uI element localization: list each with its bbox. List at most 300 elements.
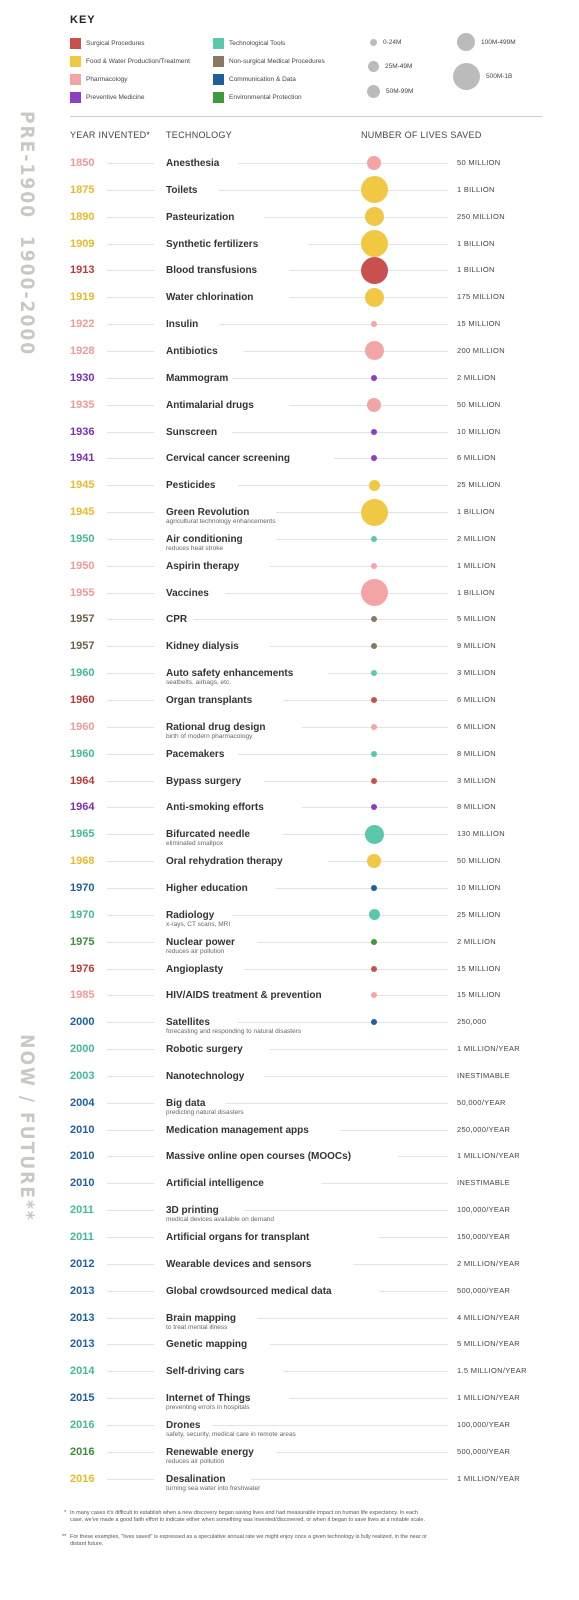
row-rule [321,1183,448,1184]
year-label: 2003 [70,1069,95,1082]
key-label: Preventive Medicine [86,94,145,101]
table-row [0,1365,579,1391]
leader-line [107,727,154,728]
lives-saved-value: 130 MILLION [457,829,505,839]
lives-saved-dot [371,536,377,542]
lives-saved-value: 150,000/YEAR [457,1232,511,1241]
lives-saved-value: 50 MILLION [457,158,501,167]
leader-line [107,995,154,996]
table-row [0,1312,579,1338]
key-title: KEY [70,14,96,26]
lives-saved-value: 15 MILLION [457,963,501,973]
row-rule [225,593,448,594]
table-row [0,1204,579,1230]
technology-name: Brain mapping [166,1312,237,1324]
technology-name: Synthetic fertilizers [166,238,259,250]
row-rule [353,1264,448,1265]
technology-note: reduces air pollution [166,1457,225,1465]
lives-saved-dot [371,966,377,972]
year-label: 1976 [70,962,95,975]
leader-line [107,324,154,325]
leader-line [107,244,154,245]
key-label: Food & Water Production/Treatment [86,58,190,65]
key-label: Communication & Data [229,76,296,83]
lives-saved-dot [371,455,377,461]
technology-name: Massive online open courses (MOOCs) [166,1151,352,1163]
footnote-1 [64,1510,430,1524]
row-rule [398,1156,448,1157]
lives-saved-value: 2 MILLION/YEAR [457,1258,520,1268]
row-rule [257,1318,448,1319]
period-label: 1900-2000 [16,235,38,357]
key-label: Environmental Protection [229,94,302,101]
table-row [0,1070,579,1096]
lives-saved-dot [371,670,377,676]
lives-saved-value: 250,000/YEAR [457,1124,511,1134]
header-divider [70,116,542,117]
lives-saved-dot [365,825,384,844]
row-rule [283,700,448,701]
lives-saved-dot [371,643,377,649]
row-rule [232,378,448,379]
key-label: Non-surgical Medical Procedures [229,58,325,65]
table-row [0,587,579,613]
technology-name: Wearable devices and sensors [166,1258,312,1270]
table-row [0,882,579,908]
technology-name: Sunscreen [166,426,218,438]
lives-saved-dot [371,939,377,945]
year-label: 1919 [70,291,95,304]
key-swatch [213,92,224,103]
leader-line [107,1344,154,1345]
table-row [0,775,579,801]
leader-line [107,1130,154,1131]
technology-note: preventing errors in hospitals [166,1404,250,1412]
table-row [0,1097,579,1123]
technology-name: Renewable energy [166,1446,254,1458]
year-label: 1950 [70,559,95,572]
footnote-text: In many cases it's difficult to establish when a new discovery began saving lives and had measurable impact on human life expectancy. In each case, we've made a good faith effort to indicate either when something was invented/discovered, or when it began to save lives at a notable scale. [70,1510,425,1523]
row-rule [328,861,448,862]
leader-line [107,1103,154,1104]
table-row [0,1177,579,1203]
technology-name: Robotic surgery [166,1044,243,1056]
year-label: 1964 [70,774,95,787]
key-item [213,74,296,85]
size-legend-label: 100M-499M [481,38,516,46]
lives-saved-dot [361,579,388,606]
size-legend-item [453,63,512,90]
table-row [0,640,579,666]
row-rule [276,1452,448,1453]
year-label: 1890 [70,210,95,223]
row-rule [193,619,448,620]
technology-name: Antimalarial drugs [166,399,254,411]
footnote-2 [62,1534,430,1548]
lives-saved-value: 15 MILLION [457,990,501,1000]
lives-saved-value: 15 MILLION [457,319,501,329]
technology-name: Big data [166,1097,206,1109]
year-label: 1945 [70,479,95,492]
table-row [0,1231,579,1257]
leader-line [107,1049,154,1050]
technology-name: Bifurcated needle [166,829,250,841]
technology-name: Toilets [166,184,198,196]
technology-name: Pasteurization [166,211,235,223]
year-label: 2015 [70,1392,95,1405]
row-rule [379,1237,448,1238]
leader-line [107,754,154,755]
technology-name: Angioplasty [166,963,224,975]
size-legend-item [370,39,401,46]
technology-name: Cervical cancer screening [166,453,290,465]
table-row [0,1285,579,1311]
lives-saved-value: 4 MILLION/YEAR [457,1312,520,1322]
year-label: 1960 [70,747,95,760]
leader-line [107,1210,154,1211]
table-row [0,506,579,532]
row-rule [219,190,448,191]
size-legend-item [457,33,516,51]
row-rule [238,485,448,486]
lives-saved-value: INESTIMABLE [457,1070,510,1080]
lives-saved-value: 250 MILLION [457,211,505,221]
table-row [0,1150,579,1176]
size-legend-dot [368,61,379,72]
technology-name: Desalination [166,1473,226,1485]
size-legend-dot [453,63,480,90]
lives-saved-value: 6 MILLION [457,453,496,463]
lives-saved-dot [365,288,384,307]
period-label: PRE-1900 [16,110,38,220]
technology-name: HIV/AIDS treatment & prevention [166,990,322,1002]
table-row [0,748,579,774]
table-row [0,318,579,344]
table-row [0,936,579,962]
row-rule [334,458,448,459]
year-label: 1941 [70,452,95,465]
leader-line [107,1264,154,1265]
lives-saved-dot [365,341,384,360]
row-rule [270,1344,448,1345]
period-label: NOW / FUTURE** [16,1034,38,1222]
lives-saved-dot [371,616,377,622]
key-item [70,74,128,85]
technology-name: Anti-smoking efforts [166,802,264,814]
row-rule [244,969,448,970]
lives-saved-value: 5 MILLION [457,614,496,624]
table-row [0,667,579,693]
technology-name: Pesticides [166,480,216,492]
lives-saved-value: 1 BILLION [457,587,495,597]
row-rule [244,351,448,352]
lives-saved-dot [369,909,380,920]
row-rule [212,1425,448,1426]
row-rule [264,1076,448,1077]
table-row [0,963,579,989]
technology-name: Auto safety enhancements [166,668,294,680]
technology-name: Satellites [166,1017,210,1029]
size-legend-item [368,61,412,72]
lives-saved-value: 1 MILLION/YEAR [457,1393,520,1403]
technology-note: forecasting and responding to natural disasters [166,1028,302,1036]
leader-line [107,405,154,406]
year-label: 2013 [70,1284,95,1297]
row-rule [264,217,448,218]
table-row [0,989,579,1015]
year-label: 2014 [70,1365,95,1378]
leader-line [107,566,154,567]
lives-saved-dot [371,563,377,569]
table-row [0,721,579,747]
table-row [0,801,579,827]
technology-note: agricultural technology enhancements [166,518,276,526]
key-label: Pharmacology [86,76,128,83]
leader-line [107,163,154,164]
size-legend-dot [367,85,380,98]
lives-saved-value: 25 MILLION [457,909,501,919]
key-label: Surgical Procedures [86,40,145,47]
year-label: 1960 [70,720,95,733]
key-item [70,56,190,67]
lives-saved-value: 50 MILLION [457,399,501,409]
row-rule [238,163,448,164]
key-item [213,56,325,67]
leader-line [107,512,154,513]
year-label: 1970 [70,881,95,894]
row-rule [276,539,448,540]
technology-note: predicting natural disasters [166,1108,244,1116]
row-rule [257,942,448,943]
leader-line [107,190,154,191]
lives-saved-value: 250,000 [457,1017,487,1027]
technology-name: Self-driving cars [166,1366,245,1378]
lives-saved-dot [371,885,377,891]
lives-saved-dot [371,724,377,730]
table-row [0,828,579,854]
lives-saved-dot [365,207,384,226]
year-label: 2000 [70,1016,95,1029]
technology-name: Oral rehydration therapy [166,856,283,868]
year-label: 1985 [70,989,95,1002]
year-label: 2010 [70,1177,95,1190]
table-row [0,1392,579,1418]
technology-name: Air conditioning [166,533,243,545]
year-label: 1960 [70,667,95,680]
key-swatch [213,56,224,67]
technology-name: Internet of Things [166,1393,251,1405]
year-label: 2010 [70,1150,95,1163]
leader-line [107,1237,154,1238]
technology-name: CPR [166,614,188,626]
leader-line [107,270,154,271]
size-legend-dot [370,39,377,46]
technology-name: Organ transplants [166,695,253,706]
row-rule [372,995,448,996]
table-row [0,1419,579,1445]
table-row [0,452,579,478]
year-label: 2016 [70,1472,95,1485]
leader-line [107,942,154,943]
key-swatch [70,56,81,67]
table-row [0,1043,579,1069]
row-rule [270,566,448,567]
leader-line [107,807,154,808]
row-rule [264,781,448,782]
lives-saved-dot [361,499,388,526]
leader-line [107,619,154,620]
technology-name: Blood transfusions [166,265,258,277]
table-row [0,1124,579,1150]
year-label: 1875 [70,183,95,196]
row-rule [276,888,448,889]
table-row [0,184,579,210]
lives-saved-dot [371,1019,377,1025]
technology-note: medical devices available on demand [166,1216,275,1224]
lives-saved-value: 9 MILLION [457,641,496,651]
lives-saved-value: 1 BILLION [457,265,495,275]
table-row [0,533,579,559]
lives-saved-dot [361,230,388,257]
row-rule [232,915,448,916]
lives-saved-value: 2 MILLION [457,936,496,946]
technology-name: Artificial organs for transplant [166,1232,310,1243]
year-label: 2004 [70,1096,95,1109]
year-label: 1950 [70,532,95,545]
year-label: 1970 [70,908,95,921]
technology-note: reduces heat stroke [166,544,224,552]
leader-line [107,217,154,218]
lives-saved-dot [367,398,381,412]
leader-line [107,458,154,459]
technology-note: seatbelts, airbags, etc. [166,679,232,687]
lives-saved-value: 50,000/YEAR [457,1097,506,1107]
lives-saved-dot [369,480,380,491]
leader-line [107,432,154,433]
lives-saved-dot [367,854,381,868]
year-label: 2013 [70,1311,95,1324]
technology-note: safety, security, medical care in remote areas [166,1430,296,1438]
year-label: 1922 [70,318,95,331]
lives-saved-dot [361,176,388,203]
size-legend-item [367,85,413,98]
table-row [0,909,579,935]
lives-saved-value: 10 MILLION [457,882,501,892]
year-label: 1930 [70,371,95,384]
leader-line [107,1398,154,1399]
leader-line [107,1452,154,1453]
key-swatch [213,38,224,49]
lives-saved-value: INESTIMABLE [457,1178,510,1188]
row-rule [283,1371,448,1372]
year-label: 1945 [70,506,95,519]
size-legend-label: 500M-1B [486,72,513,80]
size-legend-dot [457,33,475,51]
row-rule [328,673,448,674]
technology-name: Global crowdsourced medical data [166,1285,332,1297]
year-label: 2016 [70,1418,95,1431]
technology-name: Artificial intelligence [166,1178,264,1190]
key-item [213,38,285,49]
size-legend-label: 0-24M [383,38,402,46]
key-label: Technological Tools [229,40,286,47]
technology-note: reduces air pollution [166,947,225,955]
leader-line [107,700,154,701]
year-label: 1964 [70,801,95,814]
row-rule [244,1210,448,1211]
leader-line [107,593,154,594]
technology-note: to treat mental illness [166,1323,228,1331]
lives-saved-value: 25 MILLION [457,480,501,490]
lives-saved-value: 100,000/YEAR [457,1205,511,1215]
lives-saved-value: 6 MILLION [457,721,496,731]
lives-column-header: NUMBER OF LIVES SAVED [361,130,482,140]
table-row [0,479,579,505]
technology-note: eliminated smallpox [166,840,224,848]
technology-name: Mammogram [166,372,229,384]
table-row [0,399,579,425]
technology-name: Nanotechnology [166,1070,245,1082]
row-rule [238,754,448,755]
year-label: 2010 [70,1123,95,1136]
size-legend-label: 50M-99M [386,87,414,95]
row-rule [238,1022,448,1023]
key-item [213,92,302,103]
leader-line [107,1022,154,1023]
lives-saved-dot [367,156,381,170]
key-swatch [213,74,224,85]
leader-line [107,485,154,486]
leader-line [107,351,154,352]
leader-line [107,888,154,889]
row-rule [340,1130,448,1131]
lives-saved-value: 1 MILLION [457,560,496,570]
lives-saved-value: 1 MILLION/YEAR [457,1044,520,1054]
lives-saved-value: 1 BILLION [457,238,495,248]
technology-name: Kidney dialysis [166,641,239,653]
year-label: 1960 [70,694,95,706]
technology-name: Antibiotics [166,345,218,357]
technology-name: Anesthesia [166,158,220,169]
lives-saved-dot [371,992,377,998]
year-label: 2011 [70,1231,94,1243]
table-row [0,613,579,639]
leader-line [107,1291,154,1292]
lives-saved-dot [371,429,377,435]
footnote-mark: ** [62,1534,67,1540]
leader-line [107,539,154,540]
year-label: 1955 [70,586,95,599]
year-label: 1909 [70,237,95,250]
table-row [0,345,579,371]
table-row [0,1258,579,1284]
leader-line [107,673,154,674]
leader-line [107,1076,154,1077]
table-row [0,238,579,264]
lives-saved-value: 8 MILLION [457,748,496,758]
leader-line [107,1425,154,1426]
technology-name: Genetic mapping [166,1339,248,1351]
technology-name: Radiology [166,909,215,921]
table-row [0,211,579,237]
table-row [0,426,579,452]
lives-saved-value: 2 MILLION [457,372,496,382]
year-label: 1957 [70,640,95,653]
year-label: 1928 [70,344,95,357]
leader-line [107,646,154,647]
lives-saved-value: 500,000/YEAR [457,1446,511,1456]
lives-saved-value: 5 MILLION/YEAR [457,1339,520,1349]
